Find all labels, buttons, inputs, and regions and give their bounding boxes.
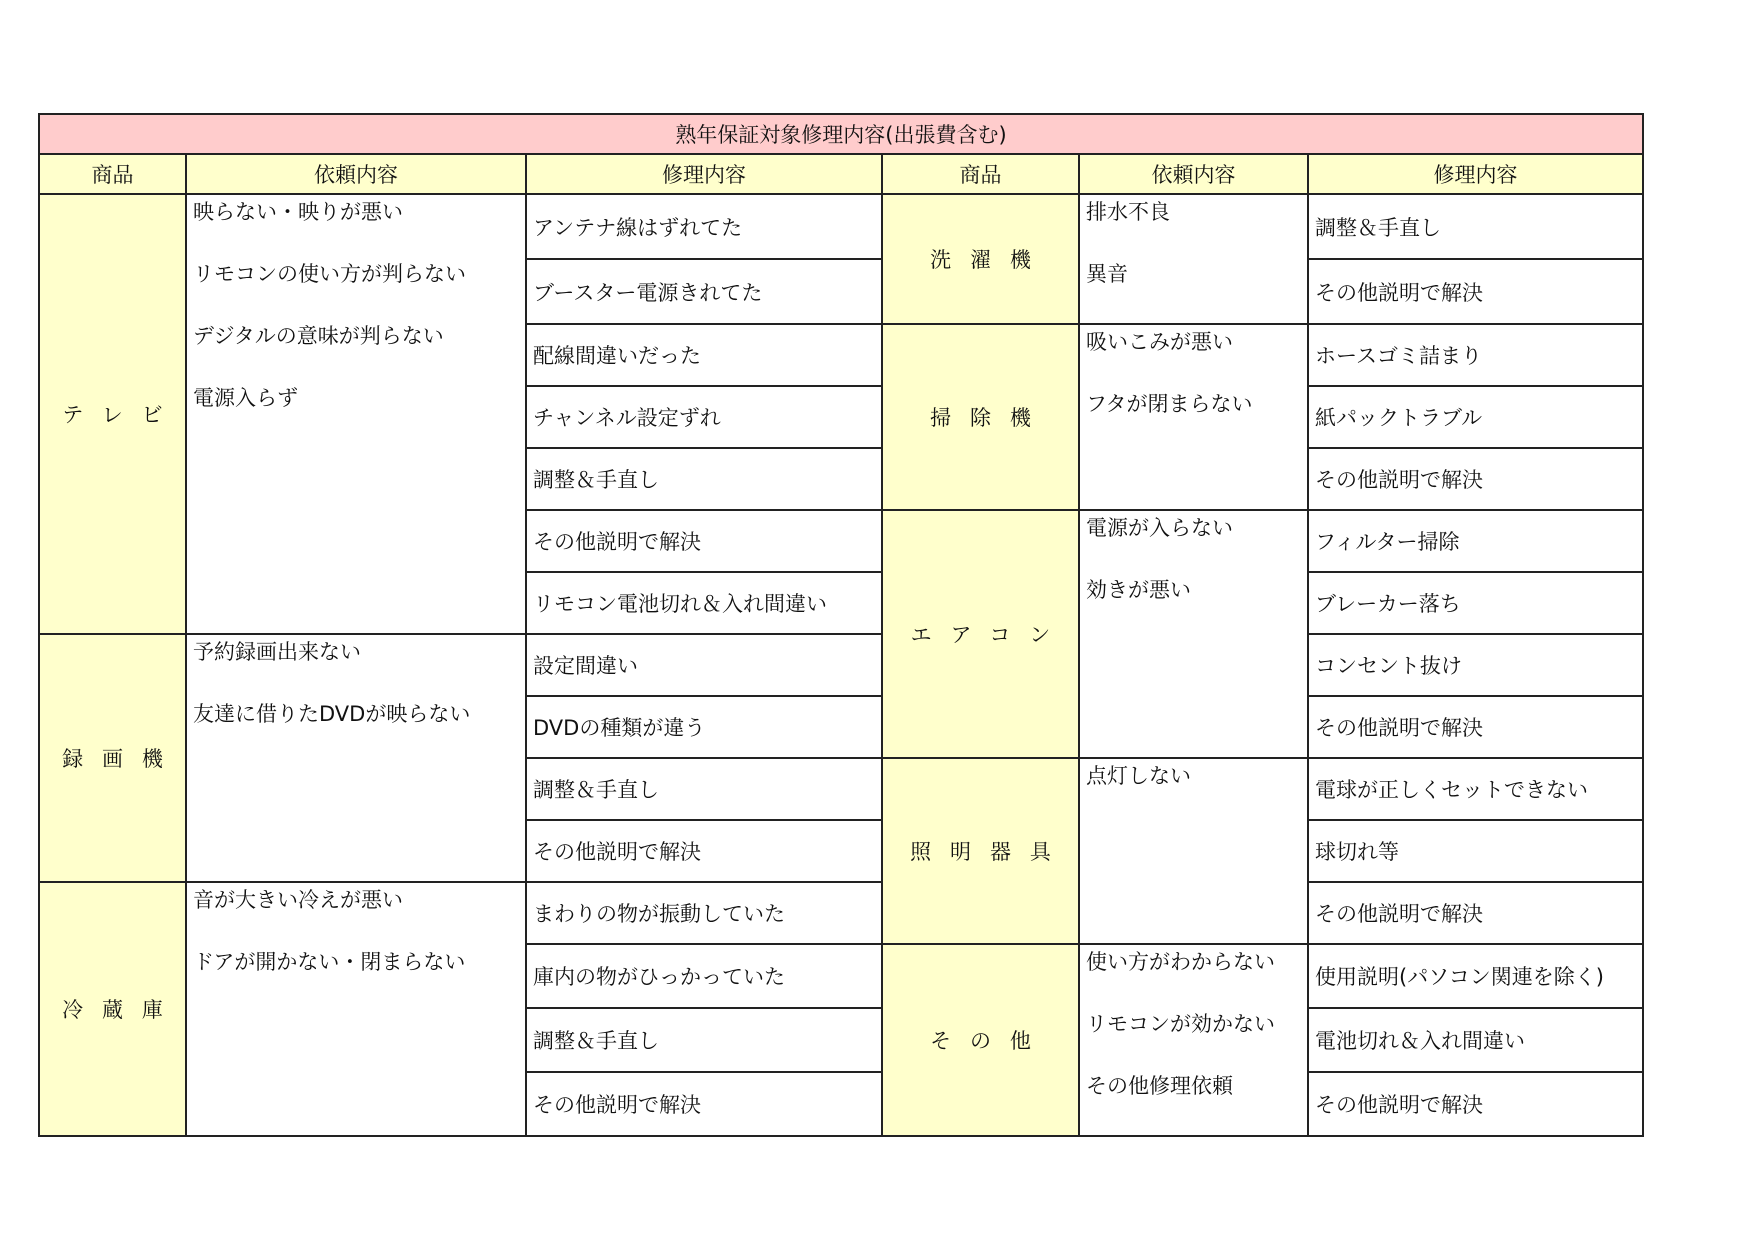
product-label: 照明器具 — [910, 840, 1070, 864]
repair-cell: ホースゴミ詰まり — [1308, 324, 1643, 386]
request-cell — [1079, 324, 1308, 510]
product-label: テレビ — [62, 403, 182, 427]
repair-cell: 調整＆手直し — [526, 448, 882, 510]
repair-cell: その他説明で解決 — [1308, 696, 1643, 758]
request-list — [187, 195, 525, 447]
repair-cell: 使用説明(パソコン関連を除く) — [1308, 944, 1643, 1008]
product-label: 掃除機 — [930, 406, 1050, 430]
header-repair-left: 修理内容 — [526, 154, 882, 194]
request-item: リモコンが効かない — [1086, 1012, 1275, 1036]
request-item: 映らない・映りが悪い — [193, 200, 403, 224]
request-cell — [1079, 510, 1308, 758]
repair-cell: チャンネル設定ずれ — [526, 386, 882, 448]
product-cell — [39, 194, 186, 634]
product-cell — [882, 510, 1079, 758]
repair-cell: その他説明で解決 — [1308, 448, 1643, 510]
repair-cell: その他説明で解決 — [1308, 882, 1643, 944]
repair-cell: 設定間違い — [526, 634, 882, 696]
repair-cell: 球切れ等 — [1308, 820, 1643, 882]
repair-cell: その他説明で解決 — [1308, 1072, 1643, 1136]
product-cell — [882, 324, 1079, 510]
table-row — [39, 882, 1643, 944]
product-cell — [882, 194, 1079, 324]
header-request-right: 依頼内容 — [1079, 154, 1308, 194]
request-item: 異音 — [1086, 262, 1128, 286]
request-item: ドアが開かない・閉まらない — [193, 950, 466, 974]
request-item: 使い方がわからない — [1086, 950, 1275, 974]
request-item: 排水不良 — [1086, 200, 1170, 224]
repair-cell: 紙パックトラブル — [1308, 386, 1643, 448]
table-title: 熟年保証対象修理内容(出張費含む) — [39, 114, 1643, 154]
request-item: リモコンの使い方が判らない — [193, 262, 466, 286]
repair-cell: コンセント抜け — [1308, 634, 1643, 696]
product-cell — [882, 944, 1079, 1136]
request-item: 効きが悪い — [1086, 578, 1191, 602]
product-cell — [39, 634, 186, 882]
request-list — [187, 635, 525, 763]
request-item: 点灯しない — [1086, 764, 1191, 788]
product-label: 冷蔵庫 — [62, 998, 182, 1022]
repair-cell: 調整＆手直し — [526, 1008, 882, 1072]
request-list — [187, 883, 525, 1011]
product-label: 洗濯機 — [930, 248, 1050, 272]
request-list — [1080, 195, 1307, 323]
repair-cell: ブースター電源きれてた — [526, 259, 882, 324]
product-label: その他 — [930, 1029, 1050, 1053]
request-item: フタが閉まらない — [1086, 392, 1253, 416]
repair-cell: フィルター掃除 — [1308, 510, 1643, 572]
header-repair-right: 修理内容 — [1308, 154, 1643, 194]
request-item: 友達に借りたDVDが映らない — [193, 702, 471, 726]
repair-cell: DVDの種類が違う — [526, 696, 882, 758]
product-label: エアコン — [910, 623, 1070, 647]
repair-cell: その他説明で解決 — [526, 510, 882, 572]
request-cell — [1079, 944, 1308, 1136]
request-item: 電源入らず — [193, 386, 298, 410]
repair-cell: その他説明で解決 — [526, 820, 882, 882]
repair-cell: リモコン電池切れ＆入れ間違い — [526, 572, 882, 634]
request-cell — [1079, 758, 1308, 944]
request-item: 吸いこみが悪い — [1086, 330, 1233, 354]
request-list — [1080, 511, 1307, 639]
request-item: その他修理依頼 — [1086, 1074, 1233, 1098]
repair-cell: 調整＆手直し — [1308, 194, 1643, 259]
product-cell — [882, 758, 1079, 944]
request-cell — [1079, 194, 1308, 324]
request-cell — [186, 882, 526, 1136]
request-item: 予約録画出来ない — [193, 640, 361, 664]
repair-cell: 調整＆手直し — [526, 758, 882, 820]
header-request-left: 依頼内容 — [186, 154, 526, 194]
repair-cell: 庫内の物がひっかっていた — [526, 944, 882, 1008]
request-cell — [186, 634, 526, 882]
product-label: 録画機 — [62, 747, 182, 771]
request-list — [1080, 325, 1307, 453]
repair-cell: その他説明で解決 — [1308, 259, 1643, 324]
table-body — [39, 194, 1643, 1136]
request-item: 電源が入らない — [1086, 516, 1233, 540]
table-row — [39, 634, 1643, 696]
product-cell — [39, 882, 186, 1136]
request-list — [1080, 759, 1307, 825]
repair-cell: ブレーカー落ち — [1308, 572, 1643, 634]
request-cell — [186, 194, 526, 634]
repair-cell: 電池切れ＆入れ間違い — [1308, 1008, 1643, 1072]
repair-cell: その他説明で解決 — [526, 1072, 882, 1136]
repair-cell: 電球が正しくセットできない — [1308, 758, 1643, 820]
repair-cell: まわりの物が振動していた — [526, 882, 882, 944]
header-product-right: 商品 — [882, 154, 1079, 194]
request-item: 音が大きい冷えが悪い — [193, 888, 403, 912]
table-row — [39, 194, 1643, 259]
repair-cell: アンテナ線はずれてた — [526, 194, 882, 259]
repair-cell: 配線間違いだった — [526, 324, 882, 386]
repair-table — [38, 113, 1644, 1137]
header-product-left: 商品 — [39, 154, 186, 194]
request-list — [1080, 945, 1307, 1135]
request-item: デジタルの意味が判らない — [193, 324, 444, 348]
